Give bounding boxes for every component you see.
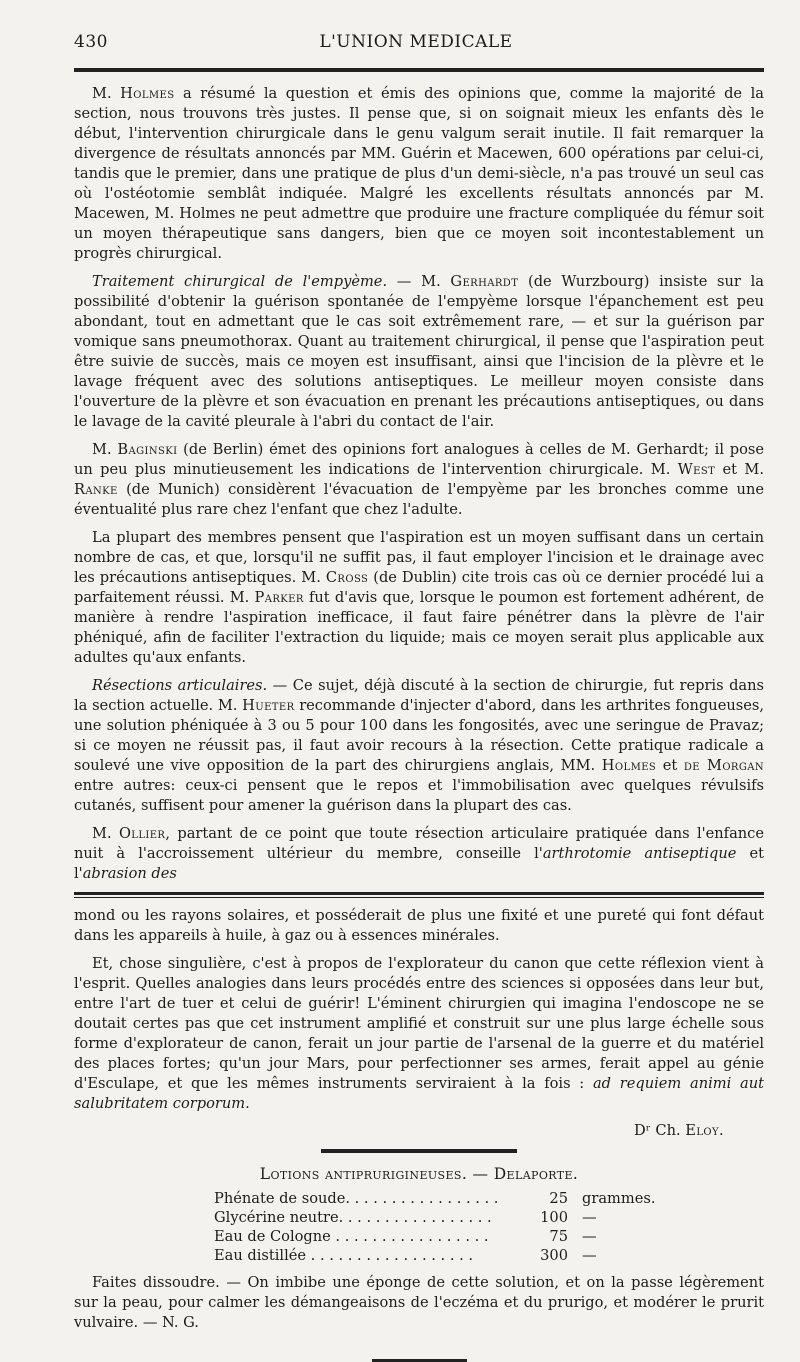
- paragraph-holmes: M. Holmes a résumé la question et émis des opinions que, comme la majorité de la section, nous trouvons très justes. Il pense que, si on soignait mieux les enfants dès le début, l'intervention chirurgicale dans le genu valgum serait inutile. Il fait remarquer la divergence de résultats annoncés par MM. Guérin et Macewen, 600 opérations par celui-ci, tandis que le premier, dans une pratique de plus d'un demi-siècle, n'a pas trouvé un seul cas où l'ostéotomie semblât indiquée. Malgré les excellents résultats annoncés par M. Macewen, M. Holmes ne peut admettre que produire une fracture compliquée du fémur soit un moyen thérapeutique sans dangers, bien que ce moyen soit incontestablement un progrès chirurgical.: [74, 85, 764, 262]
- section-divider: [74, 892, 764, 898]
- paragraph-baginski: M. Baginski (de Berlin) émet des opinions fort analogues à celles de M. Gerhardt; il pose un peu plus minutieusement les indications de l'intervention chirurgicale. M. West et M. Ranke (de Munich) considèrent l'évacuation de l'empyème par les bronches comme une éventualité plus rare chez l'enfant que chez l'adulte.: [74, 441, 764, 518]
- paragraph-empyeme: Traitement chirurgical de l'empyème. — M. Gerhardt (de Wurzbourg) insiste sur la possibilité d'obtenir la guérison spontanée de l'empyème lorsque l'épanchement est peu abondant, tout en admettant que le cas soit extrêmement rare, — et sur la guérison par vomique sans pneumothorax. Quant au traitement chirurgical, il pense que l'aspiration peut être suivie de succès, mais ce moyen est insuffisant, ainsi que l'incision de la plèvre et le lavage fréquent avec des solutions antiseptiques. Le meilleur moyen consiste dans l'ouverture de la plèvre et son évacuation en prenant les précautions antiseptiques, ou dans le lavage de la cavité pleurale à l'abri du contact de l'air.: [74, 273, 764, 430]
- section-heading-resections: Résections articulaires.: [92, 677, 268, 694]
- paragraph-resections: Résections articulaires. — Ce sujet, déjà discuté à la section de chirurgie, fut repris dans la section actuelle. M. Hueter recommande d'injecter d'abord, dans les arthrites fongueuses, une solution phéniquée à 3 ou 5 pour 100 dans les fongosités, avec une seringue de Pravaz; si ce moyen ne réussit pas, il faut avoir recours à la résection. Cette pratique radicale a soulevé une vive opposition de la part des chirurgiens anglais, MM. Holmes et de Morgan entre autres: ceux-ci pensent que le repos et l'immobilisation avec quelques révulsifs cutanés, suffisent pour amener la guérison dans la plupart des cas.: [74, 677, 765, 814]
- paragraph-aspiration: La plupart des membres pensent que l'aspiration est un moyen suffisant dans un certain nombre de cas, et que, lorsqu'il ne suffit pas, il faut employer l'incision et le drainage avec les précautions antiseptiques. M. Cross (de Dublin) cite trois cas où ce dernier procédé lui a parfaitement réussi. M. Parker fut d'avis que, lorsque le poumon est fortement adhérent, de manière à rendre l'aspiration inefficace, il faut faire pénétrer dans la plèvre de l'air phéniqué, afin de faciliter l'extraction du liquide; mais ce moyen serait plus applicable aux adultes qu'aux enfants.: [74, 529, 764, 666]
- recipe-item: Phénate de soude. . . . . . . . . . . . . . . . . 25 grammes.: [214, 1190, 656, 1207]
- section-heading-empyeme: Traitement chirurgical de l'empyème.: [92, 273, 388, 290]
- running-title: L'UNION MEDICALE: [319, 32, 513, 52]
- recipe-title: Lotions antiprurigineuses. — Delaporte.: [259, 1165, 579, 1183]
- recipe-item: Eau de Cologne . . . . . . . . . . . . . . . . . 75 —: [214, 1228, 597, 1245]
- recipe-item: Glycérine neutre. . . . . . . . . . . . . . . . . 100 —: [214, 1209, 597, 1226]
- recipe-instructions: Faites dissoudre. — On imbibe une éponge de cette solution, et on la passe légèrement sur la peau, pour calmer les démangeaisons de l'eczéma et du prurigo, et modérer le prurit vulvaire. — N. G.: [74, 1274, 764, 1331]
- recipe-item: Eau distillée . . . . . . . . . . . . . . . . . . 300 —: [214, 1247, 597, 1264]
- recipe-list: [214, 1189, 764, 1265]
- paragraph-feuilleton-1: mond ou les rayons solaires, et posséderait de plus une fixité et une pureté qui font défaut dans les appareils à huile, à gaz ou à essences minérales.: [74, 907, 764, 944]
- signature: Dʳ Ch. Eloy.: [634, 1122, 724, 1139]
- paragraph-ollier: M. Ollier, partant de ce point que toute résection articulaire pratiquée dans l'enfance nuit à l'accroissement ultérieur du membre, conseille l'arthrotomie antiseptique et l'abrasion des: [74, 825, 764, 882]
- page-header: [74, 32, 764, 62]
- paragraph-feuilleton-2: Et, chose singulière, c'est à propos de l'explorateur du canon que cette réflexion vient à l'esprit. Quelles analogies dans leurs procédés entre des sciences si opposées dans leur but, entre l'art de tuer et celui de guérir! L'éminent chirurgien qui imagina l'endoscope ne se doutait certes pas que cet instrument amplifié et construit sur une plus large échelle sous forme d'explorateur de canon, ferait un jour partie de l'arsenal de la guerre et du matériel des places fortes; qu'un jour Mars, pour perfectionner ses armes, ferait appel au génie d'Esculape, et que les mêmes instruments serviraient à la fois : ad requiem animi aut salubritatem corporum.: [74, 955, 764, 1112]
- page-number: 430: [74, 32, 108, 52]
- recipe-rule: [321, 1149, 517, 1153]
